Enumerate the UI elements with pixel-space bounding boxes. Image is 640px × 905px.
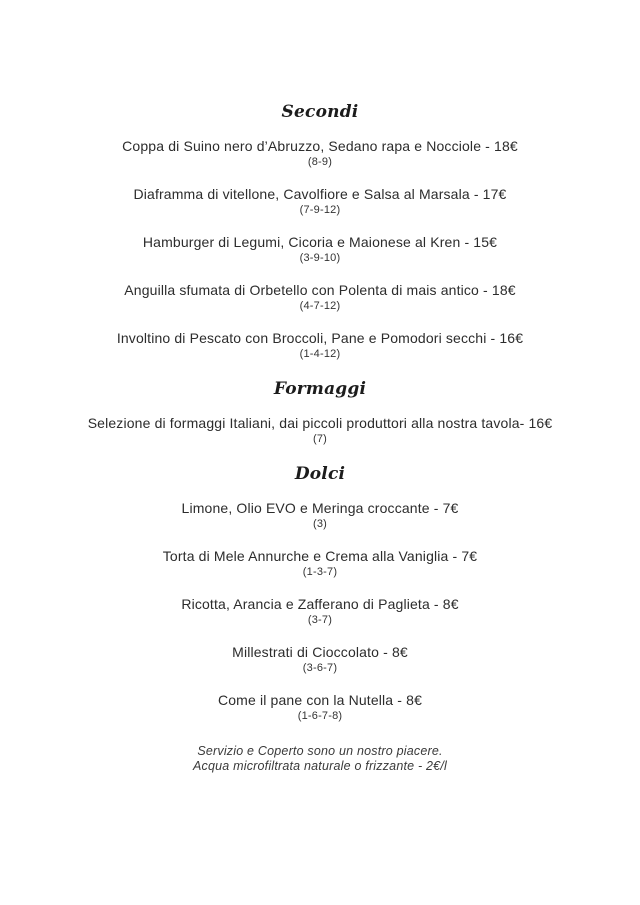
- menu-item-allergens: (8-9): [307, 156, 333, 168]
- menu-item: [40, 547, 600, 579]
- menu-item-name: Diaframma di vitellone, Cavolfiore e Salsa al Marsala - 17€: [133, 186, 507, 202]
- menu-item-name: Selezione di formaggi Italiani, dai piccoli produttori alla nostra tavola- 16€: [87, 415, 553, 431]
- section-title-secondi: Secondi: [281, 102, 359, 122]
- menu-item-allergens: (3-7): [307, 614, 333, 626]
- menu-item: [40, 281, 600, 313]
- menu-item-allergens: (3-9-10): [299, 252, 341, 264]
- menu-item-allergens: (3): [312, 518, 328, 530]
- menu-item-allergens: (1-6-7-8): [297, 710, 343, 722]
- section-formaggi: [0, 377, 640, 446]
- menu-item-allergens: (7): [312, 433, 328, 445]
- menu-item-allergens: (7-9-12): [299, 204, 341, 216]
- menu-item-name: Hamburger di Legumi, Cicoria e Maionese al Kren - 15€: [142, 234, 498, 250]
- section-dolci: [0, 462, 640, 723]
- menu-item-allergens: (3-6-7): [302, 662, 338, 674]
- section-title-formaggi: Formaggi: [273, 379, 367, 399]
- service-note: [0, 744, 640, 774]
- section-secondi: [0, 100, 640, 361]
- menu-item-name: Coppa di Suino nero d’Abruzzo, Sedano rapa e Nocciole - 18€: [122, 138, 518, 154]
- menu-item-name: Torta di Mele Annurche e Crema alla Vaniglia - 7€: [162, 548, 478, 564]
- menu-item-allergens: (1-4-12): [299, 348, 341, 360]
- service-note-line1: Servizio e Coperto sono un nostro piacere.: [197, 744, 443, 758]
- menu-item-allergens: (1-3-7): [302, 566, 338, 578]
- menu-item-name: Millestrati di Cioccolato - 8€: [232, 644, 408, 660]
- menu-item-name: Limone, Olio EVO e Meringa croccante - 7€: [181, 500, 459, 516]
- service-note-line2: Acqua microfiltrata naturale o frizzante - 2€/l: [193, 759, 447, 773]
- menu-item-allergens: (4-7-12): [299, 300, 341, 312]
- menu-item: [40, 185, 600, 217]
- menu-item: [40, 137, 600, 169]
- menu-item: [40, 643, 600, 675]
- menu-item: [40, 499, 600, 531]
- section-title-dolci: Dolci: [294, 464, 346, 484]
- menu-item-name: Anguilla sfumata di Orbetello con Polenta di mais antico - 18€: [124, 282, 516, 298]
- menu-item: [40, 595, 600, 627]
- menu-item: [40, 414, 600, 446]
- menu-item: [40, 691, 600, 723]
- menu-item: [40, 329, 600, 361]
- menu-item: [40, 233, 600, 265]
- menu-item-name: Come il pane con la Nutella - 8€: [217, 692, 423, 708]
- menu-item-name: Ricotta, Arancia e Zafferano di Paglieta - 8€: [181, 596, 459, 612]
- menu-item-name: Involtino di Pescato con Broccoli, Pane e Pomodori secchi - 16€: [116, 330, 524, 346]
